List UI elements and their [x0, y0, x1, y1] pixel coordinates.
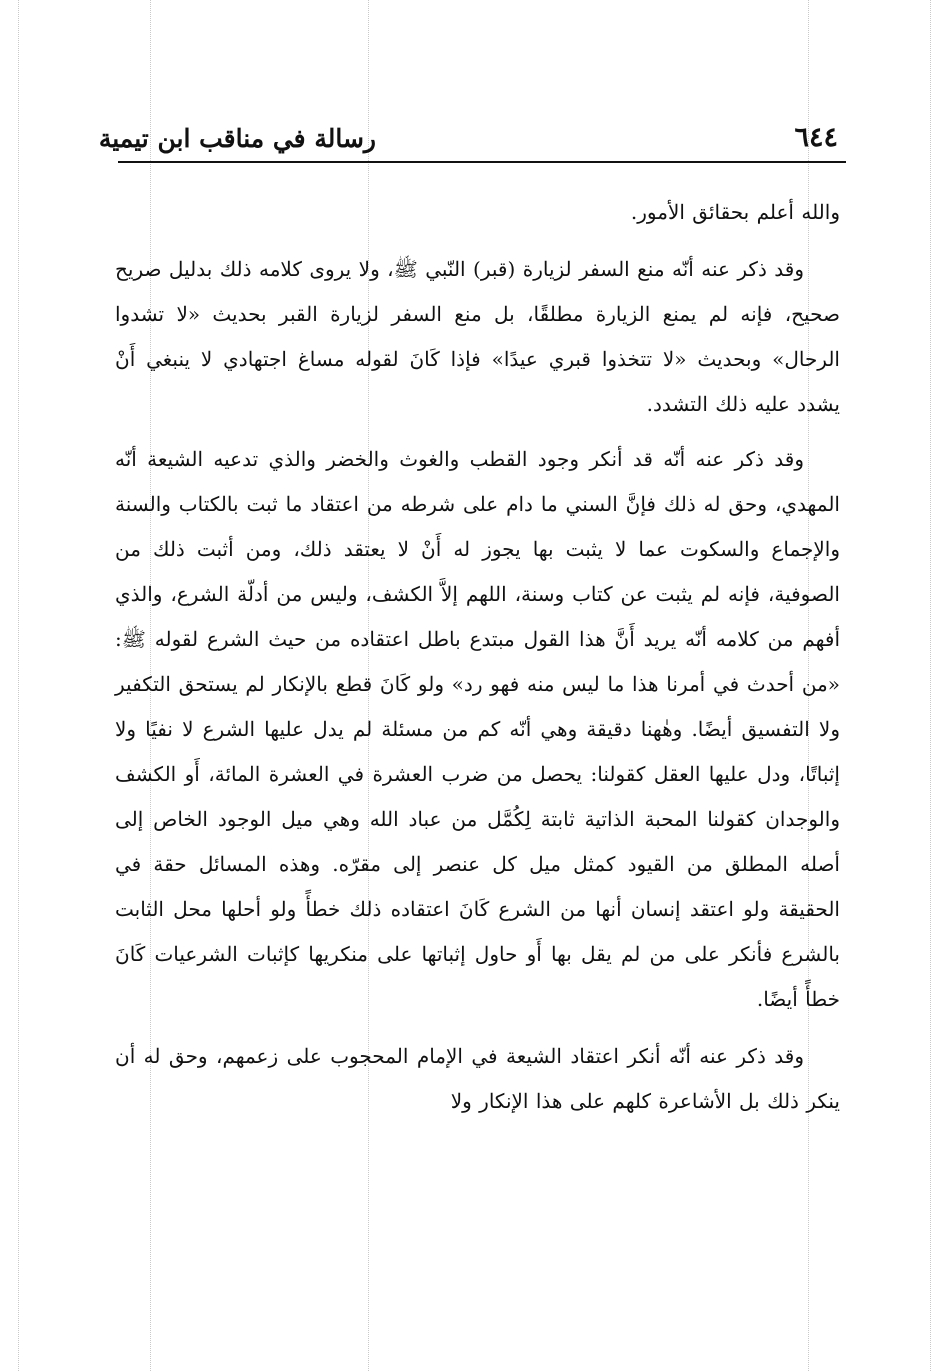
page-number: ٦٤٤	[794, 122, 838, 153]
body-text	[115, 190, 840, 1124]
running-header	[98, 118, 846, 160]
header-divider	[118, 161, 846, 163]
paragraph-qutb-ghawth: وقد ذكر عنه أنّه قد أنكر وجود القطب والغوث والخضر والذي تدعيه الشيعة أنّه المهدي، وحق له ذلك فإنَّ السني ما دام على شرطه من اعتقاد ما ثبت بالكتاب والسنة والإجماع والسكوت عما لا يثبت بها يجوز له أَنْ لا يعتقد ذلك، ومن أثبت ذلك من الصوفية، فإنه لم يثبت عن كتاب وسنة، اللهم إلاَّ الكشف، وليس من أدلّة الشرع، والذي أفهم من كلامه أنّه يريد أَنَّ هذا القول مبتدع باطل اعتقاده من حيث الشرع لقوله ﷺ: «من أحدث في أمرنا هذا ما ليس منه فهو رد» ولو كَانَ قطع بالإنكار لم يستحق التكفير ولا التفسيق أيضًا. وهٰهنا دقيقة وهي أنّه كم من مسئلة لم يدل عليها الشرع لا نفيًا ولا إثباتًا، ودل عليها العقل كقولنا: يحصل من ضرب العشرة في العشرة المائة، أَو الكشف والوجدان كقولنا المحبة الذاتية ثابتة لِكُمَّل من عباد الله وهي ميل الوجود الخاص إلى أصله المطلق من القيود كمثل ميل كل عنصر إلى مقرّه. وهذه المسائل حقة في الحقيقة ولو اعتقد إنسان أنها من الشرع كَانَ اعتقاده ذلك خطأً ولو أحلها محل الثابت بالشرع فأنكر على من لم يقل بها أَو حاول إثباتها على منكريها كإثبات الشرعيات كَانَ خطأً أيضًا.	[115, 447, 840, 1011]
paragraph-travel-visitation: وقد ذكر عنه أنّه منع السفر لزيارة (قبر) النّبي ﷺ، ولا يروى كلامه ذلك بدليل صريح صحيح، فإنه لم يمنع الزيارة مطلقًا، بل منع السفر لزيارة القبر بحديث «لا تشدوا الرحال» وبحديث «لا تتخذوا قبري عيدًا» فإذا كَانَ لقوله مساغ اجتهادي لا ينبغي أَنْ يشدد عليه ذلك التشدد.	[115, 257, 840, 416]
scan-guide-line	[930, 0, 931, 1371]
running-title: رسالة في مناقب ابن تيمية	[98, 124, 376, 153]
paragraph-hidden-imam: وقد ذكر عنه أنّه أنكر اعتقاد الشيعة في الإمام المحجوب على زعمهم، وحق له أن ينكر ذلك بل الأشاعرة كلهم على هذا الإنكار ولا	[115, 1044, 840, 1113]
scan-guide-line	[18, 0, 19, 1371]
paragraph-closing-line: والله أعلم بحقائق الأمور.	[630, 200, 840, 224]
